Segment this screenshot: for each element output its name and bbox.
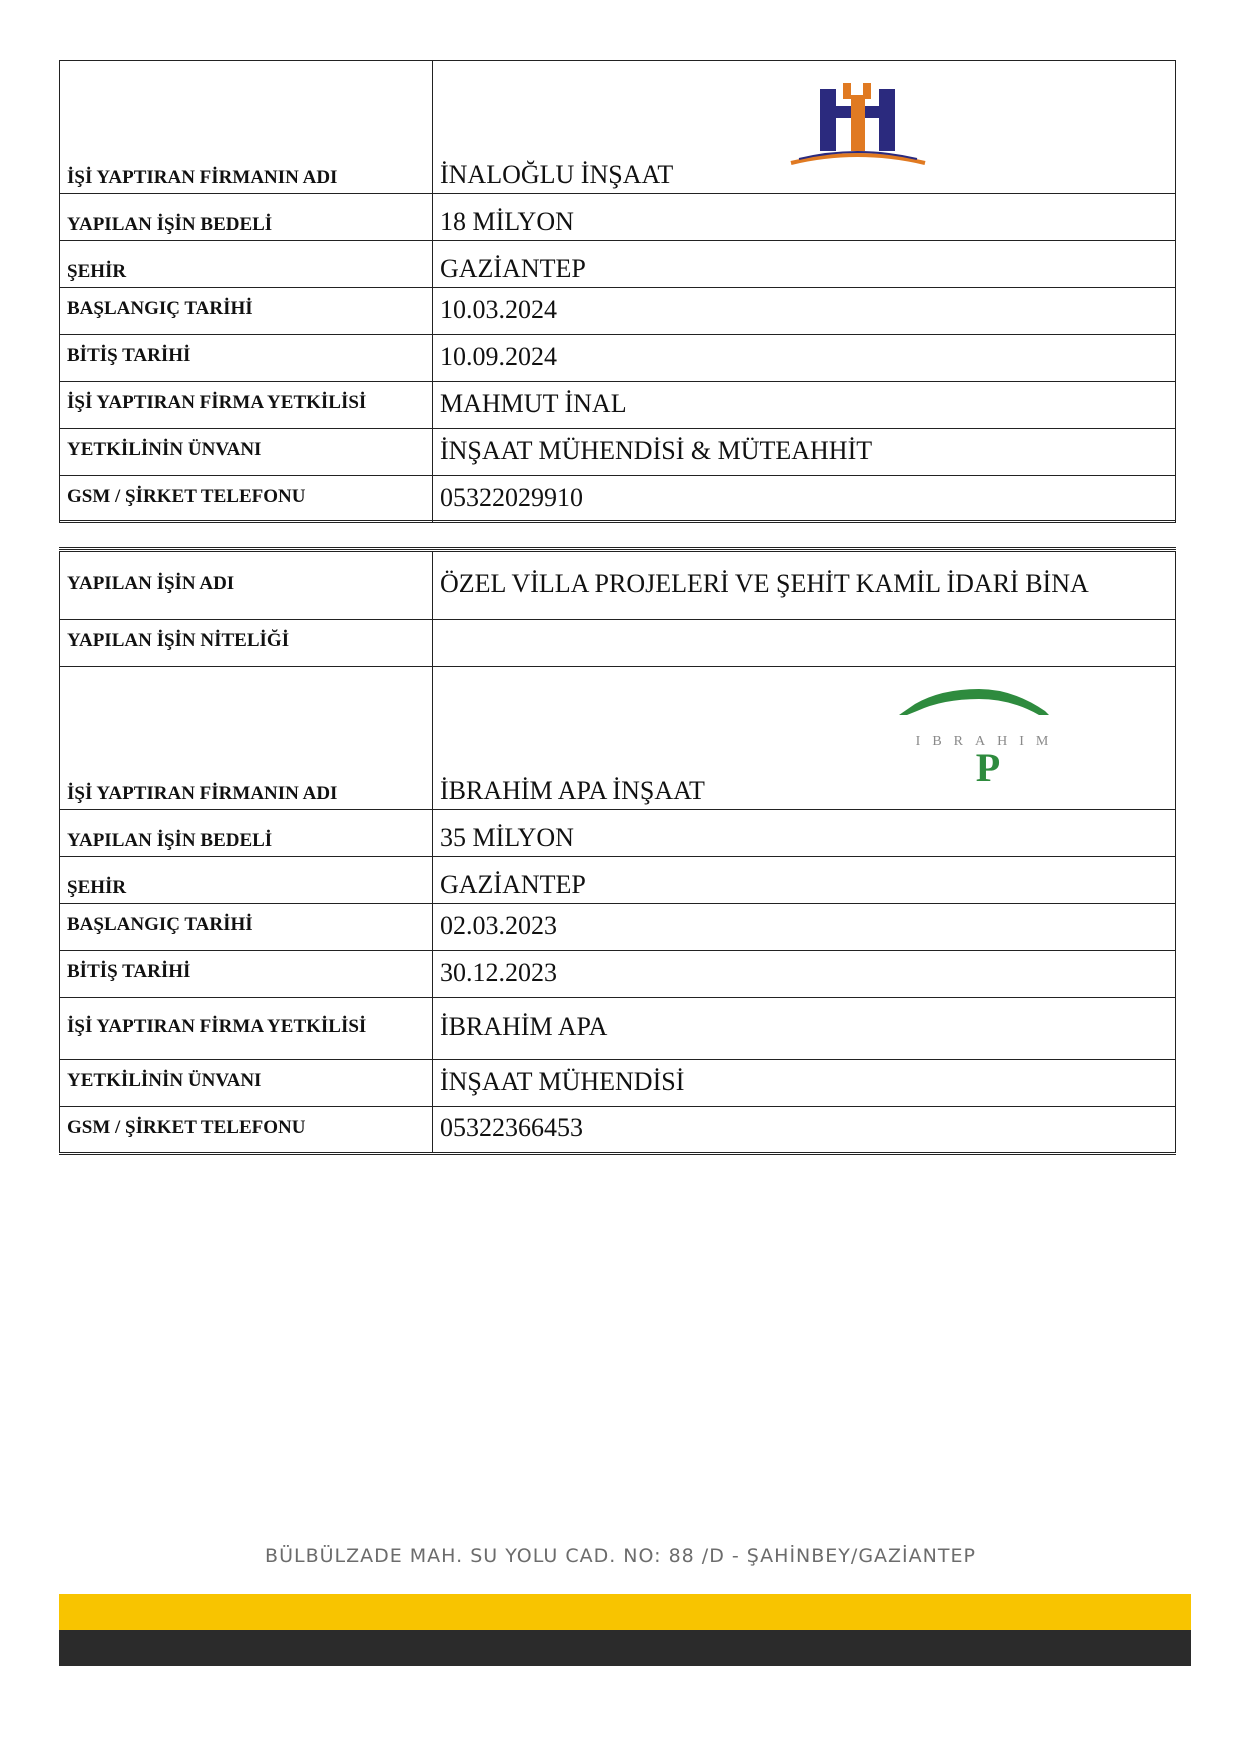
row-label: YAPILAN İŞİN BEDELİ bbox=[60, 810, 433, 857]
row-label: GSM / ŞİRKET TELEFONU bbox=[60, 1107, 433, 1154]
company-name: İBRAHİM APA İNŞAAT bbox=[440, 776, 705, 805]
row-label: YETKİLİNİN ÜNVANI bbox=[60, 1060, 433, 1107]
table-row bbox=[60, 382, 1176, 429]
project-2-table bbox=[59, 551, 1176, 1155]
table-row bbox=[60, 288, 1176, 335]
footer-dark-bar bbox=[59, 1630, 1191, 1666]
row-value: 35 MİLYON bbox=[433, 810, 1176, 857]
row-label: YETKİLİNİN ÜNVANI bbox=[60, 429, 433, 476]
row-value: GAZİANTEP bbox=[433, 857, 1176, 904]
logo-letter: P bbox=[975, 745, 1001, 787]
row-label: İŞİ YAPTIRAN FİRMA YETKİLİSİ bbox=[60, 382, 433, 429]
table-row bbox=[60, 857, 1176, 904]
table-row bbox=[60, 61, 1176, 194]
table-row bbox=[60, 1060, 1176, 1107]
row-label: YAPILAN İŞİN BEDELİ bbox=[60, 194, 433, 241]
row-label: YAPILAN İŞİN NİTELİĞİ bbox=[60, 620, 433, 667]
table-row bbox=[60, 951, 1176, 998]
row-value: İNŞAAT MÜHENDİSİ bbox=[433, 1060, 1176, 1107]
row-label: BİTİŞ TARİHİ bbox=[60, 951, 433, 998]
footer-yellow-bar bbox=[59, 1594, 1191, 1630]
row-label: İŞİ YAPTIRAN FİRMA YETKİLİSİ bbox=[60, 998, 433, 1060]
row-value: GAZİANTEP bbox=[433, 241, 1176, 288]
row-value bbox=[433, 667, 1176, 810]
row-label: BAŞLANGIÇ TARİHİ bbox=[60, 288, 433, 335]
row-value: 18 MİLYON bbox=[433, 194, 1176, 241]
row-value: MAHMUT İNAL bbox=[433, 382, 1176, 429]
row-label: GSM / ŞİRKET TELEFONU bbox=[60, 476, 433, 523]
table-row bbox=[60, 335, 1176, 382]
row-label: BAŞLANGIÇ TARİHİ bbox=[60, 904, 433, 951]
table-separator bbox=[59, 520, 1176, 550]
row-value: 10.03.2024 bbox=[433, 288, 1176, 335]
footer-address: BÜLBÜLZADE MAH. SU YOLU CAD. NO: 88 /D - ŞAHİNBEY/GAZİANTEP bbox=[265, 1545, 976, 1567]
row-value: 30.12.2023 bbox=[433, 951, 1176, 998]
row-value: İNŞAAT MÜHENDİSİ & MÜTEAHHİT bbox=[433, 429, 1176, 476]
table-row bbox=[60, 667, 1176, 810]
row-label: İŞİ YAPTIRAN FİRMANIN ADI bbox=[60, 61, 433, 194]
row-label: BİTİŞ TARİHİ bbox=[60, 335, 433, 382]
table-row bbox=[60, 476, 1176, 523]
ibrahim-logo-icon bbox=[893, 677, 1083, 787]
inaloglu-logo-icon bbox=[785, 81, 930, 171]
row-value: ÖZEL VİLLA PROJELERİ VE ŞEHİT KAMİL İDARİ BİNA bbox=[433, 552, 1176, 620]
logo-text: IBRAHIM bbox=[915, 734, 1061, 749]
table-row bbox=[60, 810, 1176, 857]
table-row bbox=[60, 904, 1176, 951]
row-value: 05322029910 bbox=[433, 476, 1176, 523]
row-label: ŞEHİR bbox=[60, 857, 433, 904]
row-label: ŞEHİR bbox=[60, 241, 433, 288]
row-label: İŞİ YAPTIRAN FİRMANIN ADI bbox=[60, 667, 433, 810]
table-row bbox=[60, 552, 1176, 620]
row-value bbox=[433, 61, 1176, 194]
table-row bbox=[60, 194, 1176, 241]
company-name: İNALOĞLU İNŞAAT bbox=[440, 160, 674, 189]
row-value: 10.09.2024 bbox=[433, 335, 1176, 382]
table-row bbox=[60, 241, 1176, 288]
table-row bbox=[60, 1107, 1176, 1154]
row-value: 02.03.2023 bbox=[433, 904, 1176, 951]
row-value: İBRAHİM APA bbox=[433, 998, 1176, 1060]
project-1-table bbox=[59, 60, 1176, 523]
table-row bbox=[60, 998, 1176, 1060]
row-value bbox=[433, 620, 1176, 667]
row-value: 05322366453 bbox=[433, 1107, 1176, 1154]
row-label: YAPILAN İŞİN ADI bbox=[60, 552, 433, 620]
table-row bbox=[60, 429, 1176, 476]
table-row bbox=[60, 620, 1176, 667]
